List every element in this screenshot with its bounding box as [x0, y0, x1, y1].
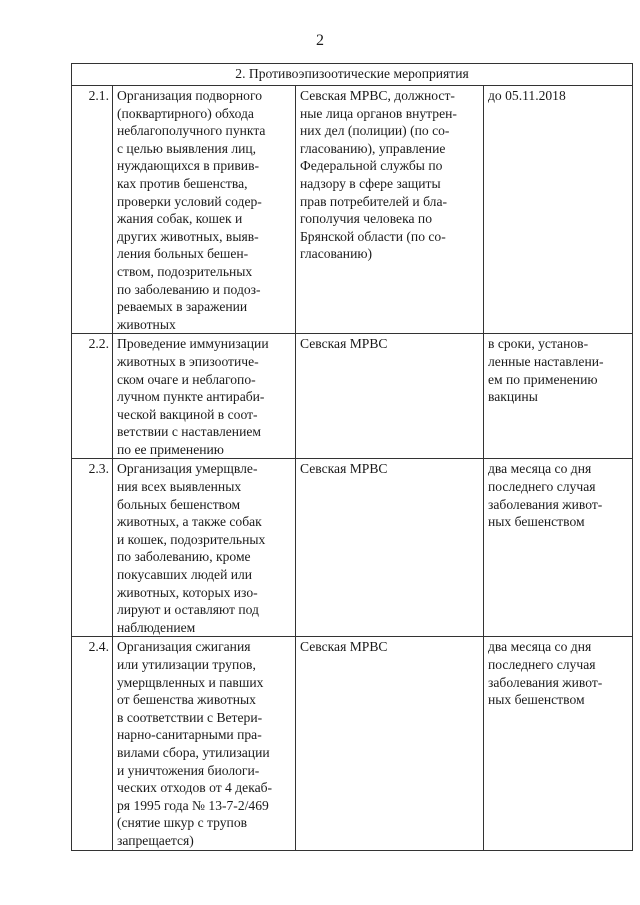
action-cell: Организация умерщвле- ния всех выявленных больных бешенством животных, а также собак и кошек, подозрительных по заболеванию, кроме покусавших людей или животных, которых изо- лируют и оставляют под наблюдением — [113, 459, 296, 637]
deadline-cell: два месяца со дня последнего случая заболевания живот- ных бешенством — [484, 637, 633, 850]
section-header-row — [72, 64, 633, 86]
section-title: 2. Противоэпизоотические мероприятия — [72, 64, 633, 86]
responsible-cell: Севская МРВС, должност- ные лица органов внутрен- них дел (полиции) (по со- гласованию), управление Федеральной службы по надзору в сфере защиты прав потребителей и бла- гополучия человека по Брянской области (по со- гласованию) — [296, 86, 484, 334]
row-number: 2.2. — [72, 334, 113, 459]
action-cell: Проведение иммунизации животных в эпизоотиче- ском очаге и неблагопо- лучном пункте антираби- ческой вакциной в соот- ветствии с наставлением по ее применению — [113, 334, 296, 459]
table-row — [72, 459, 633, 637]
action-cell: Организация подворного (поквартирного) обхода неблагополучного пункта с целью выявления лиц, нуждающихся в привив- ках против бешенства, проверки условий содер- жания собак, кошек и других животных, выяв- ления больных бешен- ством, подозрительных по заболеванию и подоз- реваемых в заражении животных — [113, 86, 296, 334]
responsible-cell: Севская МРВС — [296, 334, 484, 459]
responsible-cell: Севская МРВС — [296, 637, 484, 850]
measures-table — [71, 63, 633, 851]
row-number: 2.1. — [72, 86, 113, 334]
row-number: 2.3. — [72, 459, 113, 637]
action-cell: Организация сжигания или утилизации трупов, умерщвленных и павших от бешенства животных в соответствии с Ветери- нарно-санитарными пра- вилами сбора, утилизации и уничтожения биологи- ческих отходов от 4 декаб- ря 1995 года № 13-7-2/469 (снятие шкур с трупов запрещается) — [113, 637, 296, 850]
table-row — [72, 334, 633, 459]
deadline-cell: в сроки, установ- ленные наставлени- ем по применению вакцины — [484, 334, 633, 459]
table-row — [72, 86, 633, 334]
deadline-cell: до 05.11.2018 — [484, 86, 633, 334]
table-row — [72, 637, 633, 850]
responsible-cell: Севская МРВС — [296, 459, 484, 637]
page-number: 2 — [316, 32, 324, 49]
deadline-cell: два месяца со дня последнего случая заболевания живот- ных бешенством — [484, 459, 633, 637]
row-number: 2.4. — [72, 637, 113, 850]
